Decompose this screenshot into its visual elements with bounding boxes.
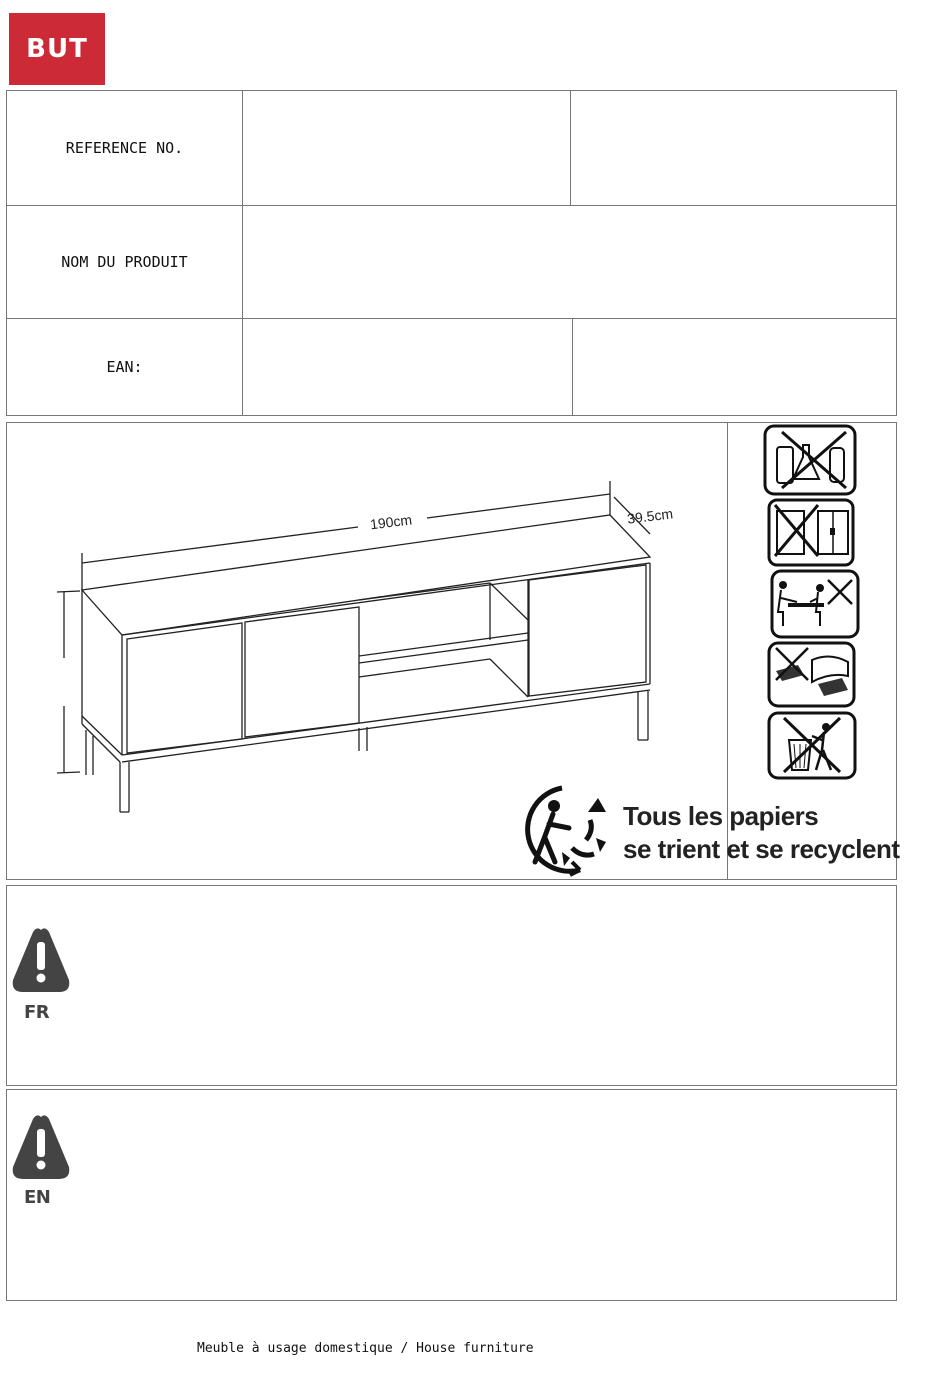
product-name-label: NOM DU PRODUIT bbox=[61, 253, 188, 271]
reference-label: REFERENCE NO. bbox=[65, 139, 184, 157]
ean-label: EAN: bbox=[106, 358, 143, 376]
warning-label-fr: FR bbox=[24, 1002, 50, 1023]
no-bin-disposal-icon bbox=[769, 713, 855, 778]
recycling-line-1: Tous les papiers bbox=[623, 801, 819, 831]
warning-label-en: EN bbox=[24, 1187, 51, 1208]
width-dimension-label: 190cm bbox=[369, 511, 413, 533]
footer-note: Meuble à usage domestique / House furniture bbox=[197, 1341, 534, 1356]
no-chemicals-icon bbox=[765, 426, 855, 494]
two-person-lift-icon bbox=[772, 571, 858, 637]
depth-dimension-label: 39.5cm bbox=[626, 505, 674, 527]
recycling-message bbox=[623, 800, 900, 866]
recycling-line-2: se trient et se recyclent bbox=[623, 834, 900, 864]
no-damp-room-icon bbox=[769, 500, 853, 565]
brand-logo-text: BUT bbox=[26, 34, 88, 64]
wipe-clean-icon bbox=[769, 643, 854, 706]
warning-section-fr bbox=[6, 885, 897, 1086]
warning-section-en bbox=[6, 1089, 897, 1301]
triman-recycling-icon bbox=[528, 788, 606, 875]
